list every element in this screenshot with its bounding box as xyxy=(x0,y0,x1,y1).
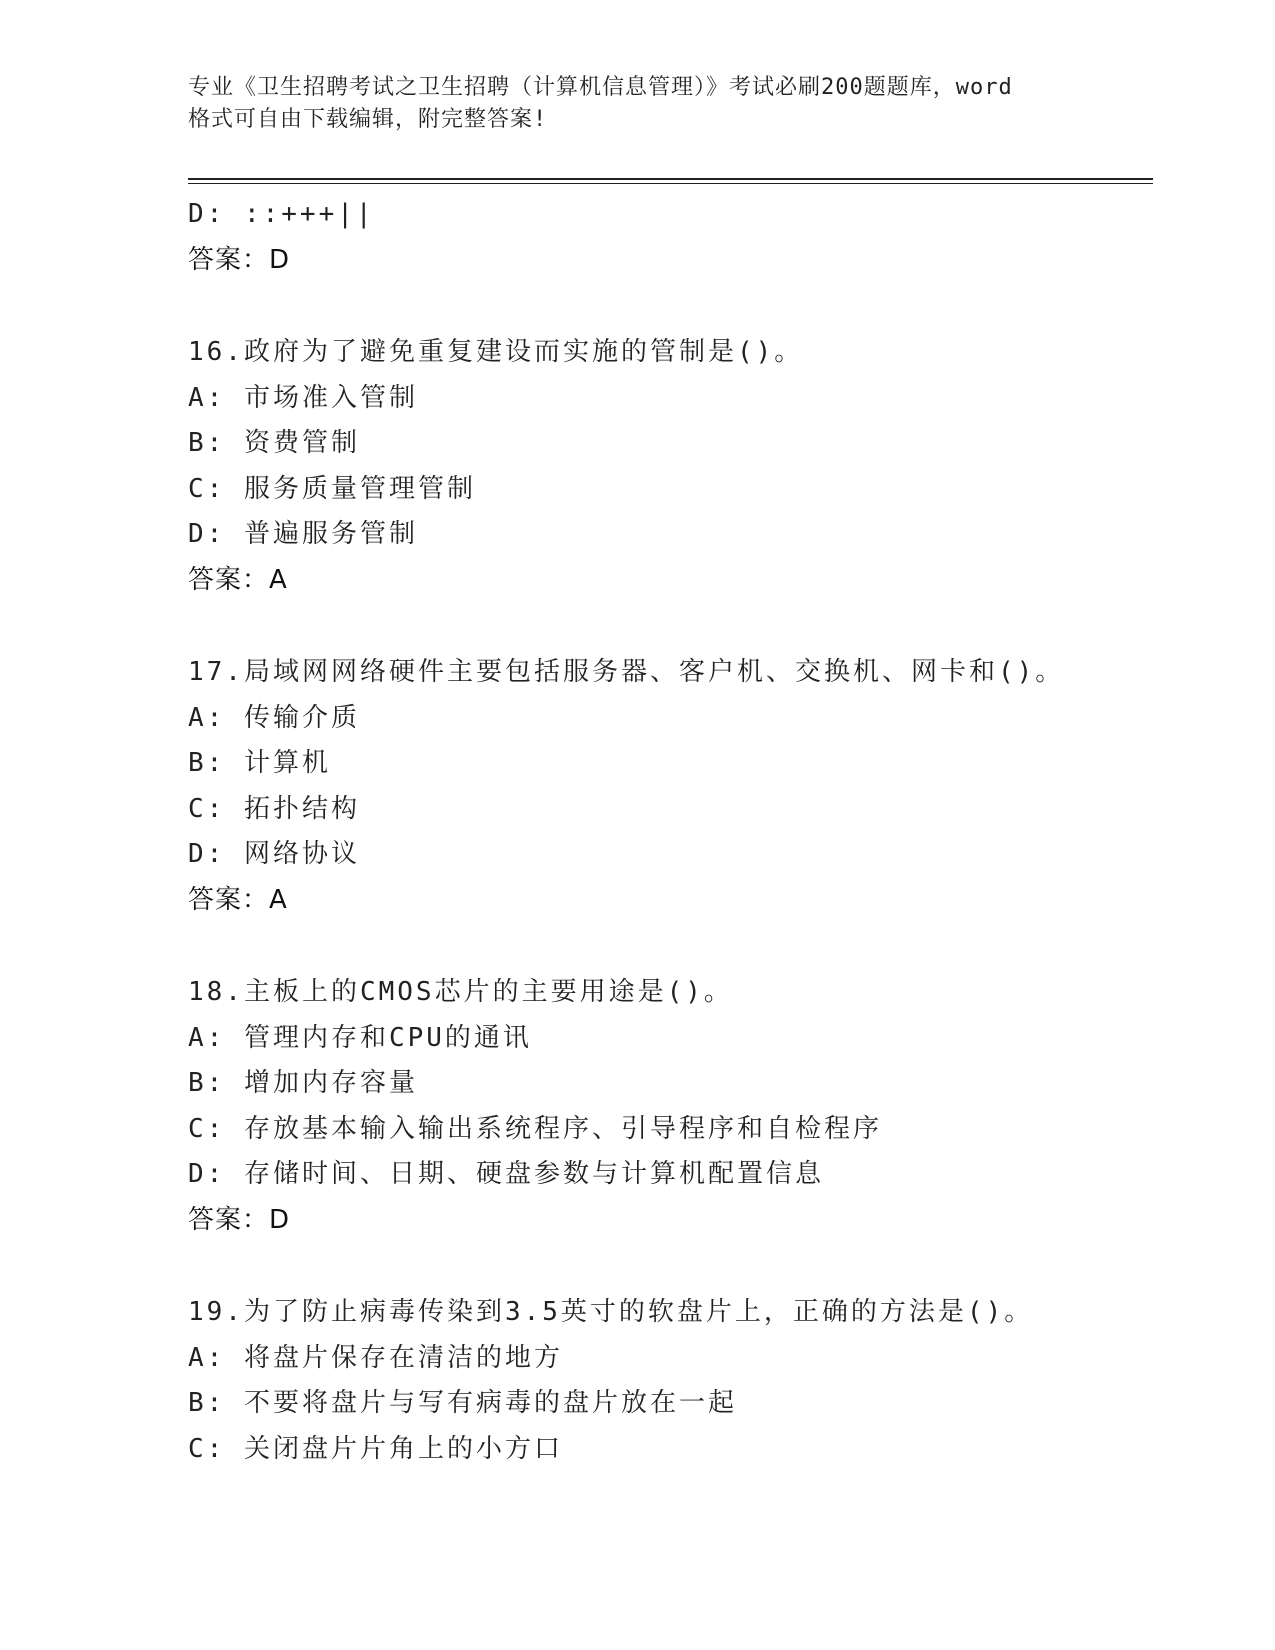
spacer xyxy=(188,1243,1148,1290)
carryover-block xyxy=(188,192,1148,283)
header-divider-thin xyxy=(188,183,1153,184)
question-16 xyxy=(188,330,1148,603)
question-list xyxy=(188,192,1148,1472)
option-a: A: 将盘片保存在清洁的地方 xyxy=(188,1342,563,1373)
question-19 xyxy=(188,1290,1148,1472)
answer-line: 答案：D xyxy=(188,244,291,275)
option-a: A: 市场准入管制 xyxy=(188,382,418,413)
option-c: C: 服务质量管理管制 xyxy=(188,473,476,504)
option-b: B: 不要将盘片与写有病毒的盘片放在一起 xyxy=(188,1388,737,1418)
option-d: D: ::+++|| xyxy=(188,199,375,229)
option-b: B: 计算机 xyxy=(188,748,331,778)
header-divider-thick xyxy=(188,178,1153,180)
question-title: 19.为了防止病毒传染到3.5英寸的软盘片上，正确的方法是()。 xyxy=(188,1297,1034,1327)
option-c: C: 关闭盘片片角上的小方口 xyxy=(188,1433,563,1464)
spacer xyxy=(188,603,1148,650)
option-b: B: 增加内存容量 xyxy=(188,1068,418,1098)
option-c: C: 拓扑结构 xyxy=(188,793,360,824)
question-18 xyxy=(188,970,1148,1243)
spacer xyxy=(188,283,1148,330)
header-title-line-1: 专业《卫生招聘考试之卫生招聘（计算机信息管理）》考试必刷200题题库，word xyxy=(188,75,1013,100)
option-b: B: 资费管制 xyxy=(188,428,360,458)
question-17 xyxy=(188,650,1148,923)
option-d: D: 网络协议 xyxy=(188,839,360,869)
answer-line: 答案：A xyxy=(188,884,288,915)
question-title: 16.政府为了避免重复建设而实施的管制是()。 xyxy=(188,337,804,367)
option-a: A: 管理内存和CPU的通讯 xyxy=(188,1022,532,1053)
option-c: C: 存放基本输入输出系统程序、引导程序和自检程序 xyxy=(188,1113,882,1144)
question-title: 17.局域网网络硬件主要包括服务器、客户机、交换机、网卡和()。 xyxy=(188,657,1065,687)
document-header xyxy=(188,72,1088,136)
spacer xyxy=(188,923,1148,970)
option-a: A: 传输介质 xyxy=(188,702,360,733)
answer-line: 答案：A xyxy=(188,564,288,595)
question-title: 18.主板上的CMOS芯片的主要用途是()。 xyxy=(188,977,733,1007)
answer-line: 答案：D xyxy=(188,1204,291,1235)
option-d: D: 普遍服务管制 xyxy=(188,519,418,549)
option-d: D: 存储时间、日期、硬盘参数与计算机配置信息 xyxy=(188,1159,824,1189)
header-title-line-2: 格式可自由下载编辑，附完整答案! xyxy=(188,107,548,132)
